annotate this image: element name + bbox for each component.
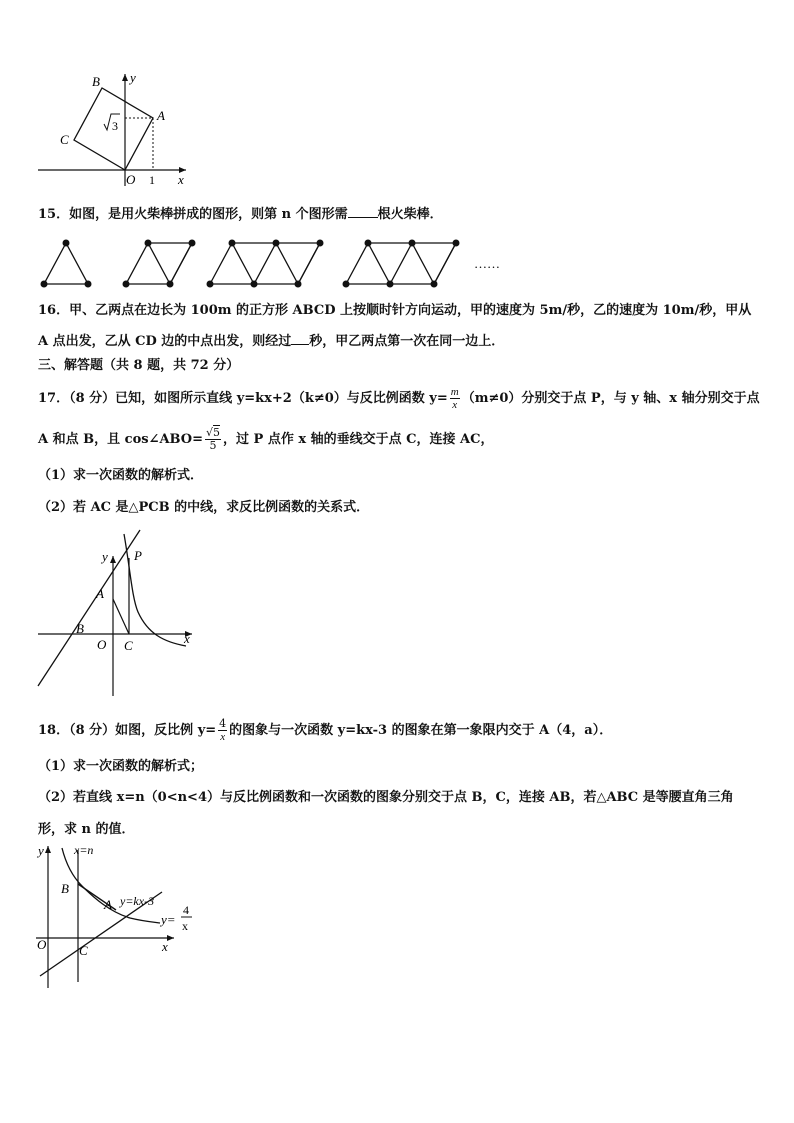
label-a: A (157, 108, 165, 123)
ellipsis: …… (474, 256, 500, 271)
label-y: y (102, 549, 108, 564)
q15-text-after: 根火柴棒． (377, 207, 443, 222)
label-c: C (79, 943, 88, 958)
figure-3-sticks (210, 243, 320, 284)
label-y: y (38, 843, 44, 858)
figure-q17 (36, 528, 201, 700)
figure-q18 (34, 842, 204, 990)
label-b: B (61, 881, 69, 896)
q18-sub2-line2: 形，求 n 的值． (38, 822, 135, 837)
q17-frac-num: m (450, 386, 459, 398)
line-y-kx-plus-2 (38, 530, 140, 686)
label-o: O (126, 172, 136, 187)
q17-line1-b: （m≠0）分别交于点 P，与 y 轴、x 轴分别交于点 (461, 391, 760, 406)
matchstick-figures (36, 236, 506, 292)
label-c: C (60, 132, 69, 147)
q17-frac-den: x (452, 399, 458, 411)
question-16-line2 (38, 332, 504, 352)
q17-fraction-m-over-x (450, 386, 460, 411)
label-c: C (124, 638, 133, 653)
question-15 (38, 205, 443, 225)
q16-line2-after: 秒，甲乙两点第一次在同一边上． (309, 334, 505, 349)
q17-cos-num: √5 (205, 426, 220, 439)
label-a: A (96, 586, 104, 601)
label-b: B (76, 621, 84, 636)
q16-answer-blank (291, 332, 309, 345)
segment-ac (113, 599, 129, 634)
q18-line1-b: 的图象与一次函数 y=kx-3 的图象在第一象限内交于 A（4，a）． (229, 723, 613, 738)
question-16-line1: 16．甲、乙两点在边长为 100m 的正方形 ABCD 上按顺时针方向运动，甲的速度为 5m/秒，乙的速度为 10m/秒，甲从 (38, 303, 752, 318)
q15-answer-blank (348, 205, 378, 218)
q18-sub1: （1）求一次函数的解析式； (38, 759, 204, 774)
question-17-line2 (38, 422, 493, 458)
figure-q14 (36, 68, 196, 193)
label-y: y (130, 70, 136, 85)
label-sqrt3: 3 (112, 119, 118, 133)
section-3-heading: 三、解答题（共 8 题，共 72 分） (38, 358, 240, 373)
y-axis-arrow (45, 846, 51, 853)
label-x: x (184, 631, 190, 646)
q17-cos-den: 5 (209, 439, 217, 452)
label-hyperbola-num: 4 (183, 903, 189, 917)
matchstick-heads (41, 240, 460, 288)
label-o: O (97, 637, 107, 652)
q18-frac-num: 4 (219, 717, 227, 730)
label-p: P (134, 548, 142, 563)
label-b: B (92, 74, 100, 89)
q17-sub2: （2）若 AC 是△PCB 的中线，求反比例函数的关系式． (38, 500, 370, 515)
q17-cos-fraction (205, 427, 221, 452)
figure-1-triangle (44, 243, 88, 284)
question-18-line1 (38, 712, 612, 750)
q17-line2-a: A 和点 B，且 cos∠ABO= (38, 432, 203, 447)
q18-frac-den: x (220, 731, 226, 743)
label-line-equation: y=kx-3 (120, 894, 155, 908)
q18-line1-a: 18．（8 分）如图，反比例 y= (38, 723, 217, 738)
y-axis-arrow (122, 74, 128, 81)
label-o: O (37, 937, 47, 952)
label-a: A (104, 897, 112, 912)
question-17-line1 (38, 382, 760, 416)
label-1: 1 (149, 173, 155, 187)
label-hyperbola-den: x (182, 919, 188, 933)
q15-text-before: 15．如图，是用火柴棒拼成的图形，则第 n 个图形需 (38, 207, 348, 222)
q18-sub2-line1: （2）若直线 x=n（0<n<4）与反比例函数和一次函数的图象分别交于点 B，C，连接 AB，若△ABC 是等腰直角三角 (38, 790, 734, 805)
figure-4-sticks (346, 243, 456, 284)
x-axis-arrow (167, 935, 174, 941)
q18-fraction-4-over-x (218, 718, 227, 743)
label-hyperbola-equation: y= (161, 912, 176, 927)
q17-line2-b: ，过 P 点作 x 轴的垂线交于点 C，连接 AC， (223, 432, 494, 447)
label-x: x (178, 172, 184, 187)
figure-2-sticks (126, 243, 192, 284)
label-x: x (162, 939, 168, 954)
q16-line2-before: A 点出发，乙从 CD 边的中点出发，则经过 (38, 334, 292, 349)
label-x-equals-n: x=n (74, 843, 94, 857)
q17-line1-a: 17．（8 分）已知，如图所示直线 y=kx+2（k≠0）与反比例函数 y= (38, 391, 448, 406)
q17-sub1: （1）求一次函数的解析式． (38, 468, 204, 483)
q17-cos-num-value: 5 (213, 426, 220, 439)
y-axis-arrow (110, 556, 116, 563)
